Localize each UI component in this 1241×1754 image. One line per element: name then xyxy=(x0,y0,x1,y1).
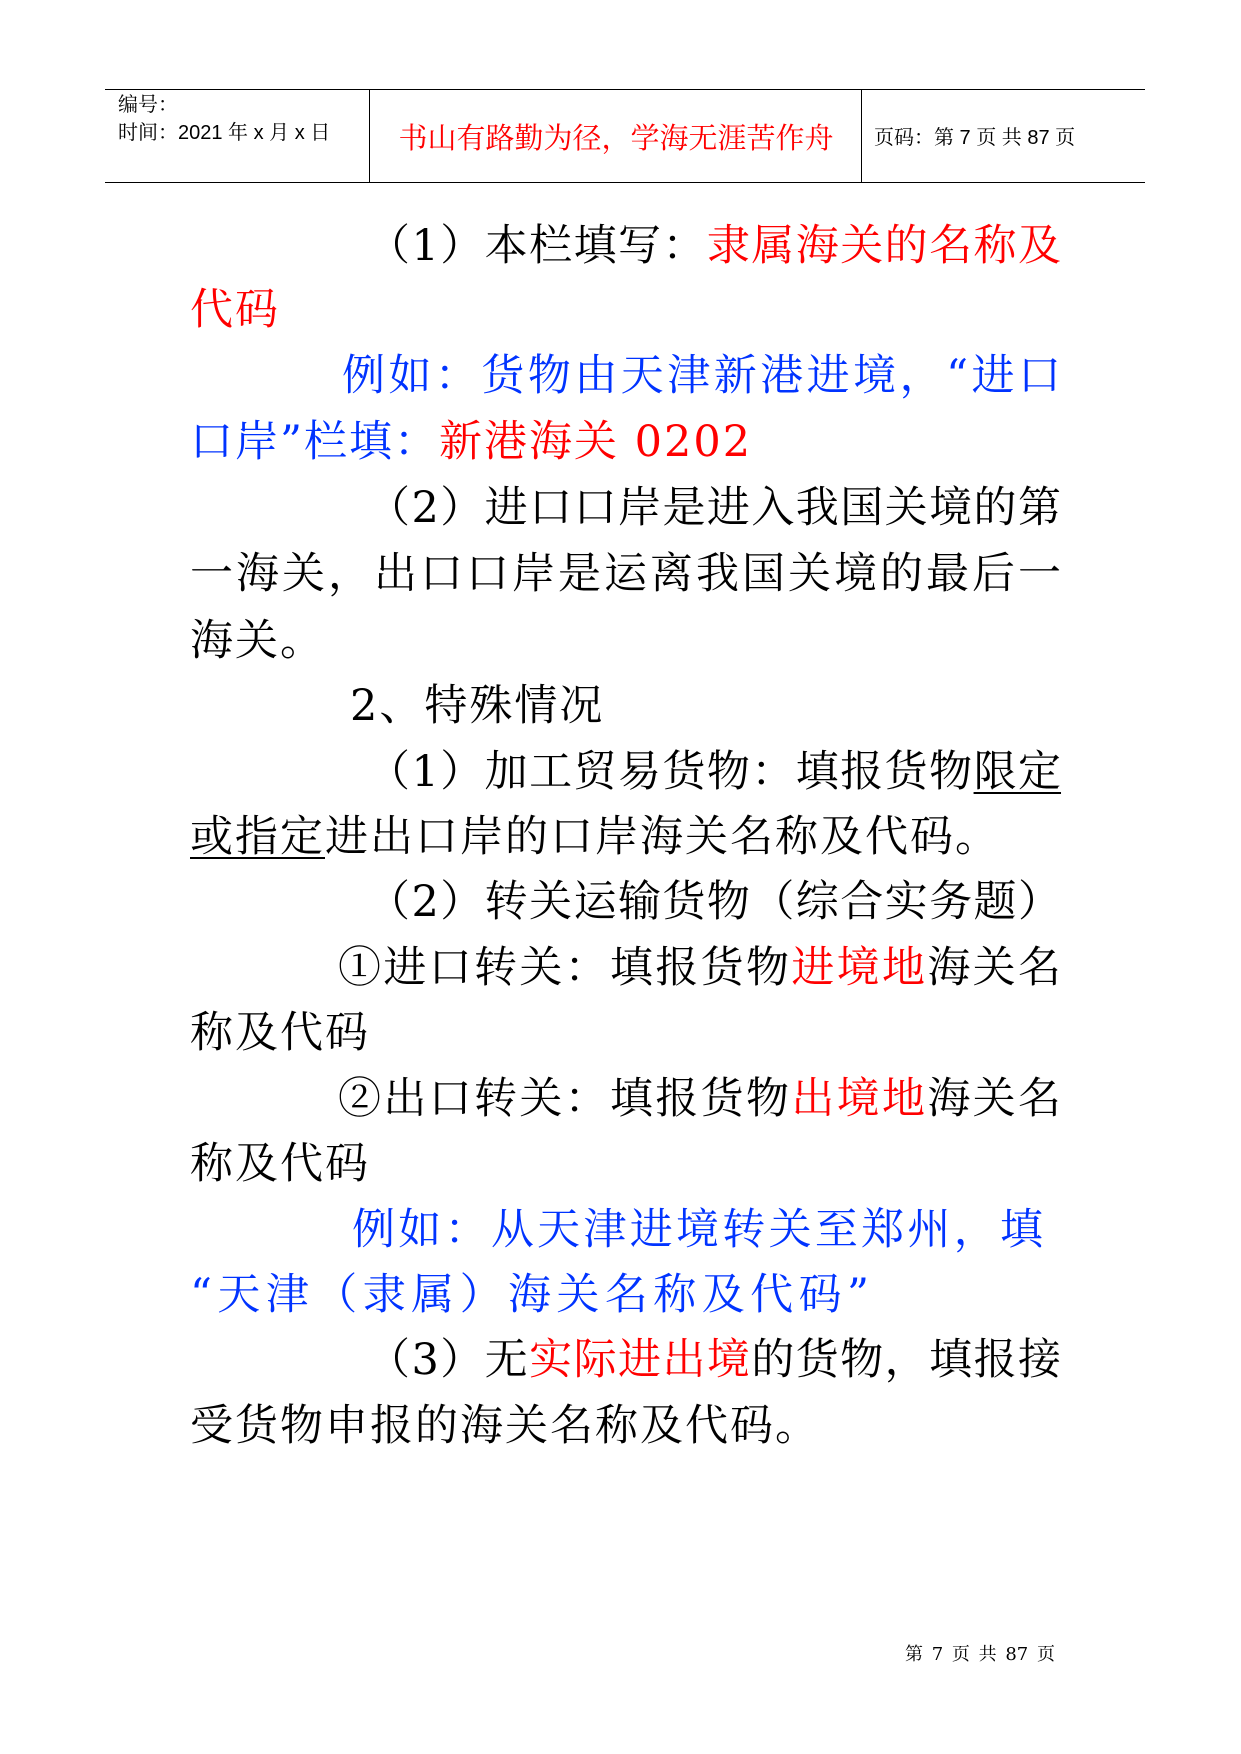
emphasis-text: 实际进出境 xyxy=(529,1335,752,1385)
example-text: “天津（隶属）海关名称及代码” xyxy=(190,1270,869,1320)
section-heading xyxy=(350,673,604,739)
body-line xyxy=(367,213,1061,279)
line-text: （2）转关运输货物（综合实务题） xyxy=(367,877,1061,927)
body-line xyxy=(367,475,1061,541)
emphasis-text: 代码 xyxy=(190,285,280,335)
header-page-info: 页码：第 7 页 共 87 页 xyxy=(874,127,1076,149)
line-text: 海关名 xyxy=(927,1074,1062,1124)
body-line xyxy=(190,804,1000,870)
line-text: 一海关，出口口岸是运离我国关境的最后一 xyxy=(190,549,1061,599)
body-line xyxy=(352,1197,1043,1263)
body-line xyxy=(190,1393,820,1459)
body-line xyxy=(190,608,325,674)
line-text: 海关名 xyxy=(927,943,1062,993)
body-line xyxy=(190,541,1061,607)
body-line xyxy=(342,343,1061,409)
body-line xyxy=(367,869,1061,935)
footer-page-number: 第 7 页 共 87 页 xyxy=(905,1644,1055,1665)
line-text: 受货物申报的海关名称及代码。 xyxy=(190,1401,820,1451)
body-line xyxy=(338,935,1061,1001)
line-text: 称及代码 xyxy=(190,1008,370,1058)
body-line xyxy=(190,409,752,475)
header-number-label: 编号： xyxy=(118,94,178,116)
line-text: 进出口岸的口岸海关名称及代码。 xyxy=(325,812,1000,862)
line-text: （2）进口口岸是进入我国关境的第 xyxy=(367,483,1061,533)
emphasis-text: 出境地 xyxy=(791,1074,928,1124)
body-line xyxy=(190,1262,869,1328)
section-heading-text: 2、特殊情况 xyxy=(350,681,605,731)
emphasis-text: 隶属海关的名称及 xyxy=(706,221,1062,271)
line-text: （1）本栏填写： xyxy=(367,221,707,271)
header-bottom-rule xyxy=(105,182,1145,183)
line-text: ①进口转关：填报货物 xyxy=(338,943,792,993)
body-line xyxy=(367,1327,1061,1393)
emphasis-text: 进境地 xyxy=(791,943,928,993)
line-text: （1）加工贸易货物：填报货物 xyxy=(367,747,974,797)
body-line xyxy=(367,739,1061,805)
line-text: （3）无 xyxy=(367,1335,530,1385)
example-text: 例如：货物由天津新港进境，“进口 xyxy=(342,351,1061,401)
header-top-rule xyxy=(105,89,1145,90)
underlined-text: 限定 xyxy=(973,747,1062,797)
body-line xyxy=(190,1000,370,1066)
body-line xyxy=(190,1131,370,1197)
example-text: 例如：从天津进境转关至郑州，填 xyxy=(352,1205,1043,1255)
line-text: ②出口转关：填报货物 xyxy=(338,1074,792,1124)
body-line xyxy=(190,277,280,343)
line-text: 称及代码 xyxy=(190,1139,370,1189)
header-time-label: 时间：2021 年 x 月 x 日 xyxy=(118,122,331,144)
line-text: 的货物，填报接 xyxy=(751,1335,1062,1385)
header-motto: 书山有路勤为径，学海无涯苦作舟 xyxy=(398,121,834,155)
body-line xyxy=(338,1066,1061,1132)
emphasis-text: 新港海关 0202 xyxy=(438,417,753,467)
example-text: 口岸”栏填： xyxy=(190,417,439,467)
underlined-text: 或指定 xyxy=(190,812,325,862)
line-text: 海关。 xyxy=(190,616,325,666)
